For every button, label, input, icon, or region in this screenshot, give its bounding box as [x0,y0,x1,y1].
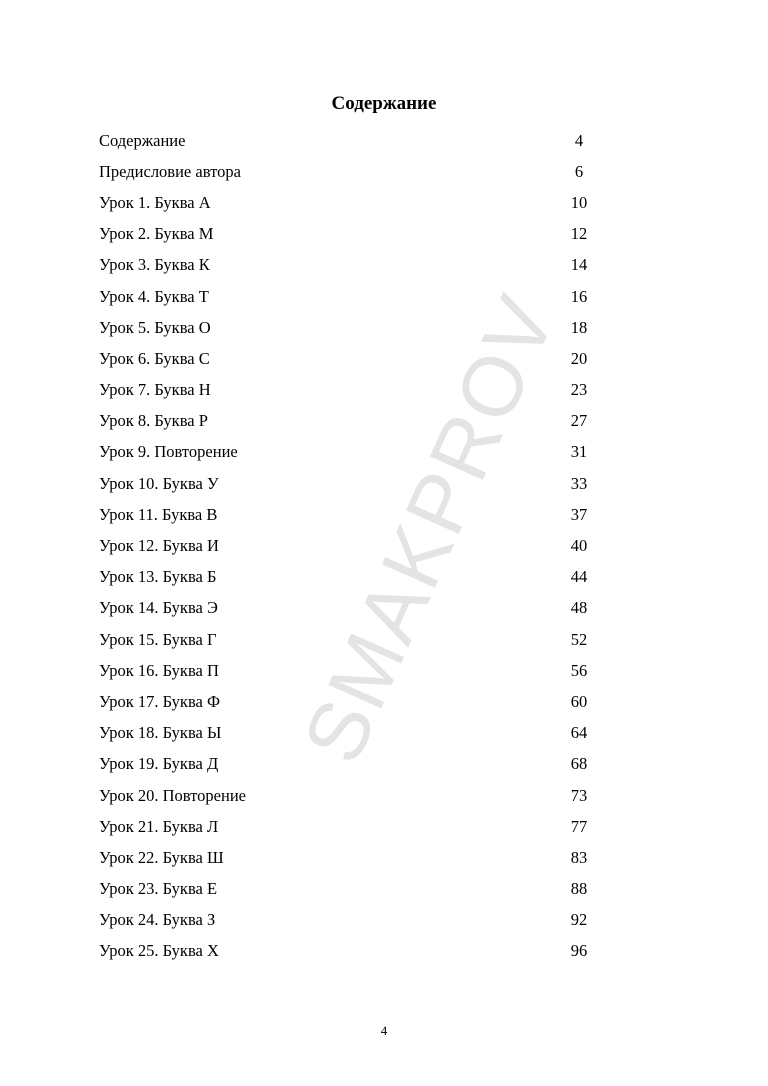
toc-entry[interactable] [99,375,619,406]
toc-entry[interactable] [99,593,619,624]
toc-entry-page: 73 [570,785,588,805]
toc-entry-title: Урок 19. Буква Д [99,754,219,774]
toc-entry-title: Урок 17. Буква Ф [99,691,221,711]
toc-entry-page: 37 [570,504,588,524]
toc-entry-title: Урок 14. Буква Э [99,598,218,618]
toc-entry-page: 56 [570,660,588,680]
toc-entry[interactable] [99,468,619,499]
toc-entry-page: 96 [570,941,588,961]
watermark-text: SMAKPROV [284,280,575,776]
toc-entry-page: 48 [570,598,588,618]
toc-entry-title: Урок 15. Буква Г [99,629,217,649]
toc-entry-title: Урок 20. Повторение [99,785,246,805]
toc-entry[interactable] [99,624,619,655]
page-number: 4 [380,1023,388,1038]
toc-entry[interactable] [99,250,619,281]
toc-entry[interactable] [99,780,619,811]
toc-entry-page: 92 [570,910,588,930]
toc-entry[interactable] [99,842,619,873]
toc-entry[interactable] [99,905,619,936]
toc-entry[interactable] [99,936,619,967]
toc-entry-title: Урок 23. Буква Е [99,879,218,899]
toc-entry-title: Предисловие автора [99,161,241,181]
toc-entry[interactable] [99,281,619,312]
toc-entry-page: 12 [570,224,588,244]
toc-entry[interactable] [99,437,619,468]
toc-entry-page: 88 [570,879,588,899]
toc-entry-title: Содержание [99,130,186,150]
toc-entry[interactable] [99,343,619,374]
toc-entry-page: 68 [570,754,588,774]
toc-entry-title: Урок 24. Буква З [99,910,216,930]
toc-entry[interactable] [99,530,619,561]
toc-entry-title: Урок 10. Буква У [99,473,219,493]
toc-entry-title: Урок 3. Буква К [99,255,210,275]
toc-entry[interactable] [99,187,619,218]
toc-entry-title: Урок 1. Буква А [99,192,211,212]
toc-entry-page: 23 [570,380,588,400]
toc-entry[interactable] [99,686,619,717]
toc-entry-title: Урок 4. Буква Т [99,286,209,306]
toc-entry-page: 18 [570,317,588,337]
toc-entry-page: 40 [570,536,588,556]
toc-entry-page: 44 [570,567,588,587]
toc-entry[interactable] [99,125,619,156]
toc-entry-page: 20 [570,348,588,368]
toc-entry[interactable] [99,749,619,780]
toc-entry-title: Урок 25. Буква Х [99,941,219,961]
toc-entry-title: Урок 7. Буква Н [99,380,211,400]
toc-entry-title: Урок 16. Буква П [99,660,219,680]
table-of-contents [99,125,619,967]
toc-entry-title: Урок 12. Буква И [99,536,219,556]
toc-entry-page: 14 [570,255,588,275]
toc-entry[interactable] [99,562,619,593]
toc-entry[interactable] [99,655,619,686]
toc-entry-page: 64 [570,723,588,743]
toc-entry-title: Урок 8. Буква Р [99,411,208,431]
toc-entry-page: 60 [570,691,588,711]
toc-entry-title: Урок 18. Буква Ы [99,723,222,743]
toc-entry[interactable] [99,499,619,530]
toc-entry-page: 33 [570,473,588,493]
toc-entry-title: Урок 13. Буква Б [99,567,217,587]
toc-entry[interactable] [99,312,619,343]
toc-entry[interactable] [99,406,619,437]
toc-entry[interactable] [99,219,619,250]
toc-entry-page: 10 [570,192,588,212]
toc-entry-page: 6 [574,161,584,181]
toc-entry-title: Урок 5. Буква О [99,317,211,337]
toc-entry-title: Урок 11. Буква В [99,504,218,524]
toc-entry-page: 27 [570,411,588,431]
toc-entry-title: Урок 21. Буква Л [99,816,219,836]
toc-entry-title: Урок 6. Буква С [99,348,210,368]
toc-entry[interactable] [99,874,619,905]
toc-entry[interactable] [99,718,619,749]
toc-entry-page: 4 [574,130,584,150]
toc-entry[interactable] [99,811,619,842]
toc-entry-title: Урок 9. Повторение [99,442,238,462]
toc-entry-page: 83 [570,847,588,867]
toc-entry-title: Урок 22. Буква Ш [99,847,224,867]
toc-entry-page: 31 [570,442,588,462]
toc-entry-page: 52 [570,629,588,649]
toc-entry-page: 16 [570,286,588,306]
toc-entry[interactable] [99,156,619,187]
toc-entry-title: Урок 2. Буква М [99,224,214,244]
toc-entry-page: 77 [570,816,588,836]
page-title: Содержание [331,93,437,114]
